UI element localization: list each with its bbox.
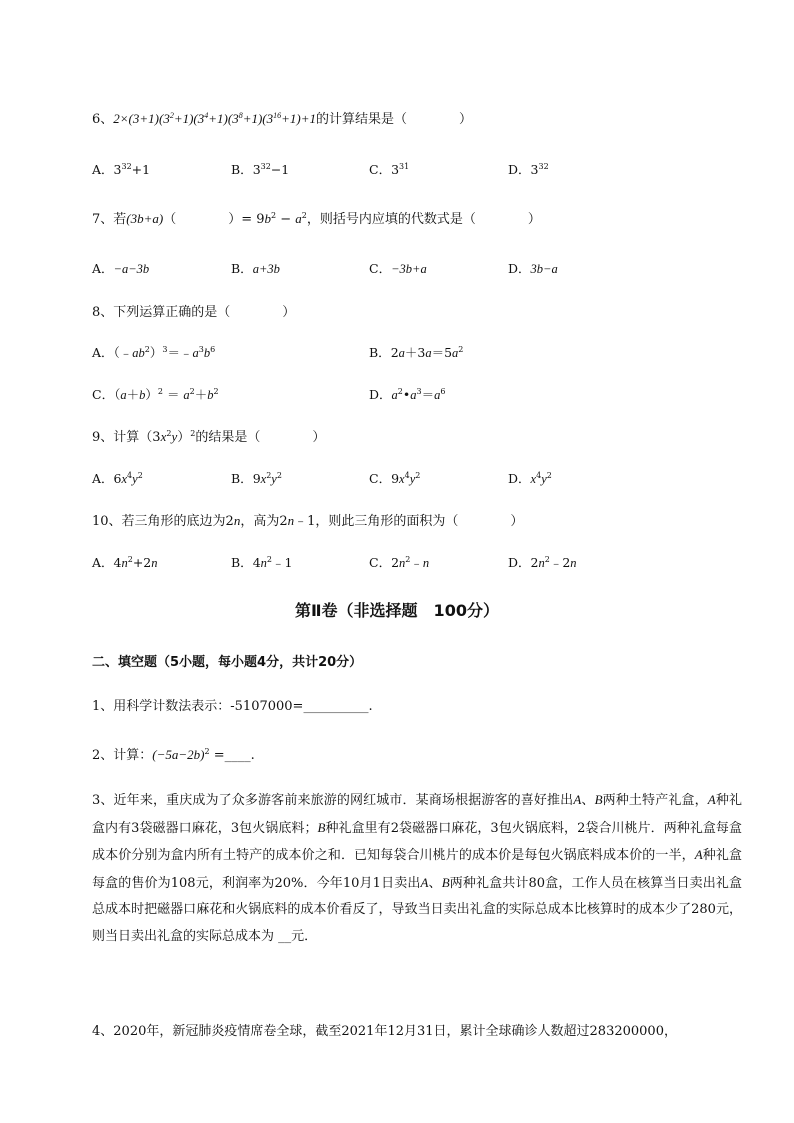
option-a: A．$6x^4y^2$ bbox=[92, 471, 143, 486]
question-8 bbox=[92, 301, 295, 320]
question-9 bbox=[92, 426, 325, 445]
question-text: 若三角形的底边为2n，高为2n﹣1，则此三角形的面积为（ ） bbox=[121, 513, 524, 529]
question-text: 4、2020年，新冠肺炎疫情席卷全球，截至2021年12月31日，累计全球确诊人数超过283200000， bbox=[92, 1024, 677, 1039]
option-c: C．$2n^2﹣n$ bbox=[369, 555, 430, 570]
option-b: B．$4n^2﹣1$ bbox=[231, 555, 293, 570]
answer-blank: __________ bbox=[303, 699, 369, 714]
question-text: 下列运算正确的是（ ） bbox=[113, 305, 296, 320]
option-b: B．a+3b bbox=[231, 261, 280, 276]
option-d: D．$a^2•a^3=a^6$ bbox=[369, 387, 446, 402]
question-number: 8、 bbox=[92, 305, 114, 320]
question-text: 2、计算：$(-5a-2b)^2$ =____. bbox=[92, 747, 255, 763]
option-a: A．$(﹣ab^2)^3=﹣a^3b^6$ bbox=[92, 345, 216, 360]
option-d: D．$2n^2﹣2n$ bbox=[508, 555, 577, 570]
question-number: 6、 bbox=[92, 112, 114, 127]
question-number: 9、 bbox=[92, 430, 114, 445]
option-b: B．$3^{32}-1$ bbox=[231, 162, 290, 177]
question-text: 计算$(3x^2y)^2$的结果是（ ） bbox=[113, 429, 326, 445]
question-text: 1、用科学计数法表示：-5107000= bbox=[92, 699, 304, 714]
option-c: C．−3b+a bbox=[369, 261, 427, 276]
fill-question-2 bbox=[92, 744, 255, 763]
fill-question-4 bbox=[92, 1020, 677, 1039]
question-6 bbox=[92, 108, 472, 127]
fill-question-1 bbox=[92, 695, 373, 714]
question-7 bbox=[92, 208, 541, 227]
question-number: 10、 bbox=[92, 514, 122, 529]
option-b: B．$9x^2y^2$ bbox=[231, 471, 282, 486]
option-b: B．$2a+3a=5a^2$ bbox=[369, 345, 464, 360]
question-number: 7、 bbox=[92, 212, 114, 227]
option-c: C．$3^{31}$ bbox=[369, 162, 410, 177]
section-title: 第Ⅱ卷（非选择题 100分） bbox=[295, 601, 499, 620]
option-a: A．$3^{32}+1$ bbox=[92, 162, 151, 177]
question-text: 若(3b+a)（ ）= $9b^2 - a^2$，则括号内应填的代数式是（ ） bbox=[113, 211, 541, 227]
question-text: 的计算结果是（ ） bbox=[316, 112, 473, 127]
option-c: C．$(a+b)^2 = a^2+b^2$ bbox=[92, 387, 219, 402]
option-a: A．−a−3b bbox=[92, 261, 150, 276]
option-c: C．$9x^4y^2$ bbox=[369, 471, 421, 486]
fill-in-heading: 二、填空题（5小题，每小题4分，共计20分） bbox=[92, 655, 363, 670]
option-d: D．3b−a bbox=[508, 261, 558, 276]
option-d: D．$x^4y^2$ bbox=[508, 471, 552, 486]
question-end: . bbox=[368, 699, 373, 714]
question-10 bbox=[92, 510, 523, 529]
option-d: D．$3^{32}$ bbox=[508, 162, 549, 177]
option-a: A．$4n^2+2n$ bbox=[92, 555, 158, 570]
fill-question-3: 3、近年来，重庆成为了众多游客前来旅游的网红城市．某商场根据游客的喜好推出A、B两种土特产礼盒，A种礼盒内有3袋磁器口麻花，3包火锅底料；B种礼盒里有2袋磁器口麻花，3包火锅底料，2袋合川桃片．两种礼盒每盒成本价分别为盒内所有土特产的成本价之和．已知每袋合川桃片的成本价是每包火锅底料成本价的一半，A种礼盒每盒的售价为108元，利润率为20%．今年10月1日卖出A、B两种礼盒共计80盒，工作人员在核算当日卖出礼盒总成本时把磁器口麻花和火锅底料的成本价看反了，导致当日卖出礼盒的实际总成本比核算时的成本少了280元，则当日卖出礼盒的实际总成本为 __元． bbox=[92, 792, 742, 944]
question-expression: $2\times(3+1)(3^2+1)(3^4+1)(3^8+1)(3^{16}+1)+1$ bbox=[113, 111, 317, 126]
